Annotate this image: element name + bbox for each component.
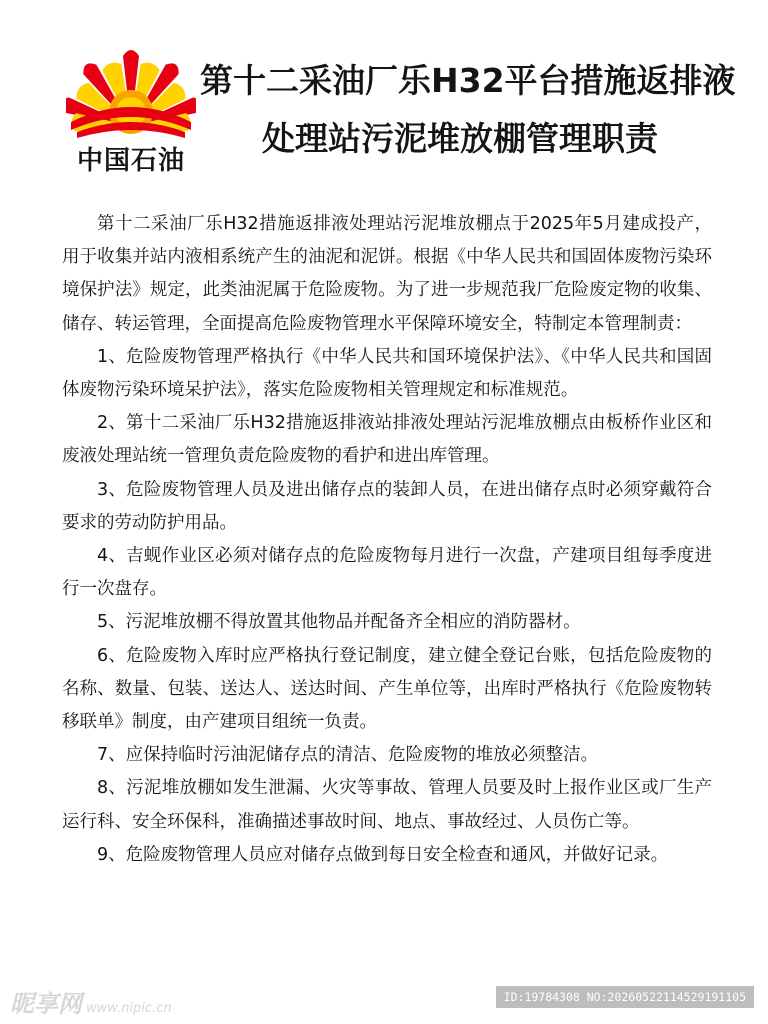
- document-body: [62, 208, 712, 872]
- clause-9: 9、危险废物管理人员应对储存点做到每日安全检查和通风，并做好记录。: [97, 844, 669, 865]
- image-id-bar: ID:19784308 NO:20260522114529191105: [496, 986, 754, 1008]
- page-title: [200, 52, 736, 168]
- clause-2: 2、第十二采油厂乐H32措施返排液站排液处理站污泥堆放棚点由板桥作业区和废液处理站统一管理负责危险废物的看护和进出库管理。: [62, 413, 712, 467]
- watermark-brand: 昵享网: [10, 989, 82, 1018]
- clause-6: 6、危险废物入库时应严格执行登记制度，建立健全登记台账，包括危险废物的名称、数量、包装、送达人、送达时间、产生单位等，出库时严格执行《危险废物转移联单》制度，由产建项目组统一负责。: [62, 645, 712, 733]
- cnpc-logo: [66, 38, 196, 178]
- clause-8: 8、污泥堆放棚如发生泄漏、火灾等事故、管理人员要及时上报作业区或厂生产运行科、安全环保科，准确描述事故时间、地点、事故经过、人员伤亡等。: [62, 778, 712, 832]
- cnpc-sun-icon: [66, 38, 196, 138]
- intro-paragraph: 第十二采油厂乐H32措施返排液处理站污泥堆放棚点于2025年5月建成投产，用于收集并站内液相系统产生的油泥和泥饼。根据《中华人民共和国固体废物污染环境保护法》规定，此类油泥属于危险废物。为了进一步规范我厂危险废定物的收集、储存、转运管理，全面提高危险废物管理水平保障环境安全，特制定本管理制责：: [62, 214, 712, 334]
- site-watermark: [10, 984, 172, 1019]
- clause-3: 3、危险废物管理人员及进出储存点的装卸人员，在进出储存点时必须穿戴符合要求的劳动防护用品。: [62, 479, 712, 533]
- clause-1: 1、危险废物管理严格执行《中华人民共和国环境保护法》、《中华人民共和国固体废物污染环境呆护法》，落实危险废物相关管理规定和标准规范。: [62, 346, 712, 401]
- watermark-url: www.nipic.cn: [86, 1001, 172, 1016]
- title-line-2: 处理站污泥堆放棚管理职责: [262, 119, 658, 158]
- clause-5: 5、污泥堆放棚不得放置其他物品并配备齐全相应的消防器材。: [97, 612, 581, 633]
- clause-4: 4、吉蚬作业区必须对储存点的危险废物每月进行一次盘，产建项目组每季度进行一次盘存。: [62, 546, 712, 600]
- title-line-1: 第十二采油厂乐H32平台措施返排液: [200, 61, 736, 100]
- clause-7: 7、应保持临时污油泥储存点的清洁、危险废物的堆放必须整洁。: [97, 745, 599, 766]
- logo-text: 中国石油: [76, 146, 185, 176]
